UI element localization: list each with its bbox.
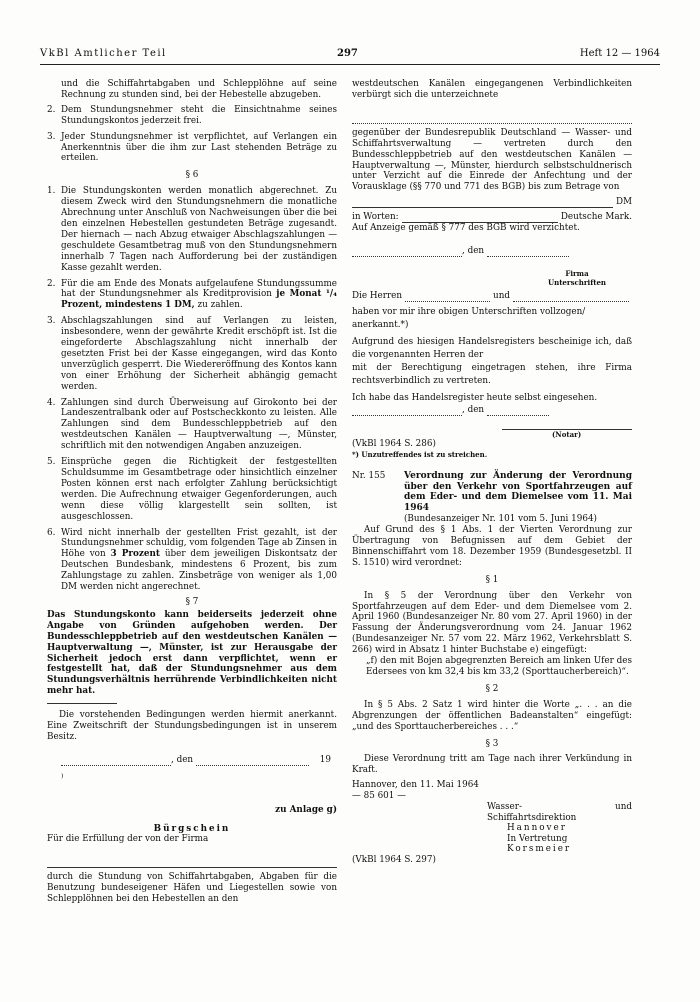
file-number: — 85 601 — [352,791,406,802]
notary-label: (Notar) [552,429,582,439]
issue-label: Heft 12 — 1964 [579,48,660,59]
paragraph: In § 5 der Verordnung über den Verkehr von Sportfahrzeugen auf dem Eder- und dem Diemelsee vom 2. April 1960 (Bundesanzeiger Nr. 80 vom 27. April 1960) in der Fassung der Änderungsverordnung vom 24. Januar 1962 (Bundesanzeiger Nr. 57 vom 22. März 1962, Verkehrsblatt S. 266) wird in Absatz 1 hinter Buchstabe e) eingefügt: [352,590,632,656]
fill-line [352,113,632,124]
page-header [40,48,660,65]
publication-ref: (Bundesanzeiger Nr. 101 vom 5. Juni 1964) [404,514,597,525]
date-line: , den 19 [47,755,331,766]
section-heading: § 1 [485,574,499,585]
left-column [47,79,337,905]
list-item: 3. Abschlagszahlungen sind auf Verlangen zu leisten, insbesondere, wenn der gewährte Kredit erschöpft ist. Ist die eingeforderte Abschlagszahlung nicht innerhalb der gesetzten Frist bei der Kasse eingegangen, wird das Konto unverzüglich gesperrt. Die Wiedereröffnung des Kontos kann von einer Erhöhung der Sicherheit abhängig gemacht werden. [47,316,337,392]
list-item: 6. Wird nicht innerhalb der gestellten Frist gezahlt, ist der Stundungsnehmer schuldig, vom folgenden Tage ab Zinsen in Höhe von 3 Prozent über dem jeweiligen Diskontsatz der Deutschen Bundesbank, mindestens 6 Prozent, bis zum Zahlungstage zu zahlen. Zinsbeträge von weniger als 1,00 DM werden nicht angerechnet. [47,527,337,593]
journal-title: VkBl Amtlicher Teil [40,48,167,59]
signatures-label: Unterschriften [548,277,606,287]
inserted-text: „f) den mit Bojen abgegrenzten Bereich am linken Ufer des Edersees von km 32,4 bis km 33,2 (Sporttaucherbereich)“. [366,656,632,677]
list-item: 2. Dem Stundungsnehmer steht die Einsichtnahme seines Stundungskontos jederzeit frei. [47,104,337,126]
place-date: Hannover, den 11. Mai 1964 [352,780,479,791]
section-heading: § 3 [485,738,499,749]
list-item: 1. Die Stundungskonten werden monatlich abgerechnet. Zu diesem Zweck wird den Stundungsnehmern die monatliche Abrechnung unter Anschluß von Nachweisungen über die bei den einzelnen Hebestellen gestundeten Beträge zugesandt. Der hiernach — nach Abzug etwaiger Abschlagszahlungen — geschuldete Gesamtbetrag muß von den Stundungsnehmern innerhalb 7 Tagen nach Aufforderung bei der zuständigen Kasse gezahlt werden. [47,186,337,273]
continued-paragraph: und die Schiffahrtabgaben und Schlepplöhne auf seine Rechnung zu stunden sind, bei der Hebestelle abzugeben. [61,79,337,100]
signature-block: Wasser- und Schiffahrtsdirektion Hannover In Vertretung Korsmeier [487,802,632,855]
register-text: Aufgrund des hiesigen Handelsregisters bescheinige ich, daß die vorgenannten Herren der [352,336,632,360]
right-column [352,79,632,865]
list-item: 4. Zahlungen sind durch Überweisung auf Girokonto bei der Landeszentralbank oder auf Postscheckkonto zu leisten. Alle Zahlungen sind dem Bundesschleppbetrieb auf den westdeutschen Kanälen — Hauptverwaltung —, Münster, schriftlich mit den notwendigen Angaben anzuzeigen. [47,397,337,452]
register-checked-text: Ich habe das Handelsregister heute selbst eingesehen. [352,392,598,403]
amount-words-line: in Worten: Deutsche Mark. [352,212,632,223]
date-line: , den [352,246,572,257]
section-heading: § 7 [185,596,199,607]
ordinance-number: Nr. 155 [352,470,386,481]
date-line: , den [352,405,552,416]
divider [47,703,117,704]
names-line: Die Herren und [352,291,632,302]
form-paragraph: durch die Stundung von Schiffahrtabgaben, Abgaben für die Benutzung bundeseigener Häfen und Liegestellen sowie von Schlepplöhnen bei den Hebestellen an den [47,872,337,905]
acceptance-text: Die vorstehenden Bedingungen werden hiermit anerkannt. Eine Zweitschrift der Stundungsbedingungen ist in unserem Besitz. [47,710,337,742]
form-line: Für die Erfüllung der von der Firma [47,834,209,845]
paragraph: Diese Verordnung tritt am Tage nach ihrer Verkündung in Kraft. [352,754,632,776]
fill-line [47,857,337,868]
handwritten-mark: ⁾ [61,772,64,784]
firm-label: Firma [565,268,589,278]
intro-paragraph: Auf Grund des § 1 Abs. 1 der Vierten Verordnung zur Übertragung von Befugnissen auf dem Gebiet der Binnenschiffahrt vom 18. Dezember 1959 (Bundesgesetzbl. II S. 1510) wird verordnet: [352,525,632,568]
authority-text: mit der Berechtigung eingetragen stehen, ihre Firma rechtsverbindlich zu vertreten. [352,362,632,386]
ordinance-title: Verordnung zur Änderung der Verordnung über den Verkehr von Sportfahrzeugen auf dem Eder- und dem Diemelsee vom 11. Mai 1964 [404,470,632,514]
paragraph: In § 5 Abs. 2 Satz 1 wird hinter die Worte „. . . an die Abgrenzungen der öffentlichen Badeanstalten“ eingefügt: „und des Sporttaucherbereiches . . .“ [352,699,632,732]
attachment-label: zu Anlage g) [275,804,337,815]
section-heading: § 2 [485,683,499,694]
reference: (VkBl 1964 S. 297) [352,854,436,865]
attestation-text: haben vor mir ihre obigen Unterschriften vollzogen/ anerkannt.*) [352,306,586,330]
paragraph: Das Stundungskonto kann beiderseits jederzeit ohne Angabe von Gründen aufgehoben werden. Der Bundesschleppbetrieb auf den westdeutschen Kanälen — Hauptverwaltung —, Münster, ist zur Herausgabe der Sicherheit jedoch erst dann verpflichtet, wenn er festgestellt hat, daß der Stundungsnehmer aus dem Stundungsverhältnis herrührende Verbindlichkeiten nicht mehr hat. [47,609,337,697]
waiver-text: Auf Anzeige gemäß § 777 des BGB wird verzichtet. [352,223,580,234]
list-item: 2. Für die am Ende des Monats aufgelaufene Stundungssumme hat der Stundungsnehmer als Kreditprovision je Monat ¹/₄ Prozent, mindestens 1 DM, zu zahlen. [47,278,337,311]
list-item: 3. Jeder Stundungsnehmer ist verpflichtet, auf Verlangen ein Anerkenntnis über die ihm zur Last stehenden Beträge zu erteilen. [47,131,337,164]
list-item: 5. Einsprüche gegen die Richtigkeit der festgestellten Schuldsumme im Gesamtbetrage oder hinsichtlich einzelner Posten können erst nach erfolgter Zahlung berücksichtigt werden. Die Aufrechnung etwaiger Gegenforderungen, auch wenn diese völlig klargestellt sein sollten, ist ausgeschlossen. [47,457,337,522]
guarantee-text: gegenüber der Bundesrepublik Deutschland — Wasser- und Schiffahrtsverwaltung — vertreten durch den Bundesschleppbetrieb auf den westdeutschen Kanälen — Hauptverwaltung —, Münster, hierdurch selbstschuldnerisch unter Verzicht auf die Einrede der Anfechtung und der Vorausklage (§§ 770 und 771 des BGB) bis zum Betrage von [352,127,632,193]
continued-paragraph: westdeutschen Kanälen eingegangenen Verbindlichkeiten verbürgt sich die unterzeichnete [352,79,632,100]
ordinance-heading [352,471,632,515]
form-title: Bürgschein [153,823,231,834]
page-number: 297 [337,48,358,59]
footnote: *) Unzutreffendes ist zu streichen. [352,449,488,459]
amount-line: DM [352,197,632,208]
reference: (VkBl 1964 S. 286) [352,438,436,449]
section-heading: § 6 [185,170,199,181]
